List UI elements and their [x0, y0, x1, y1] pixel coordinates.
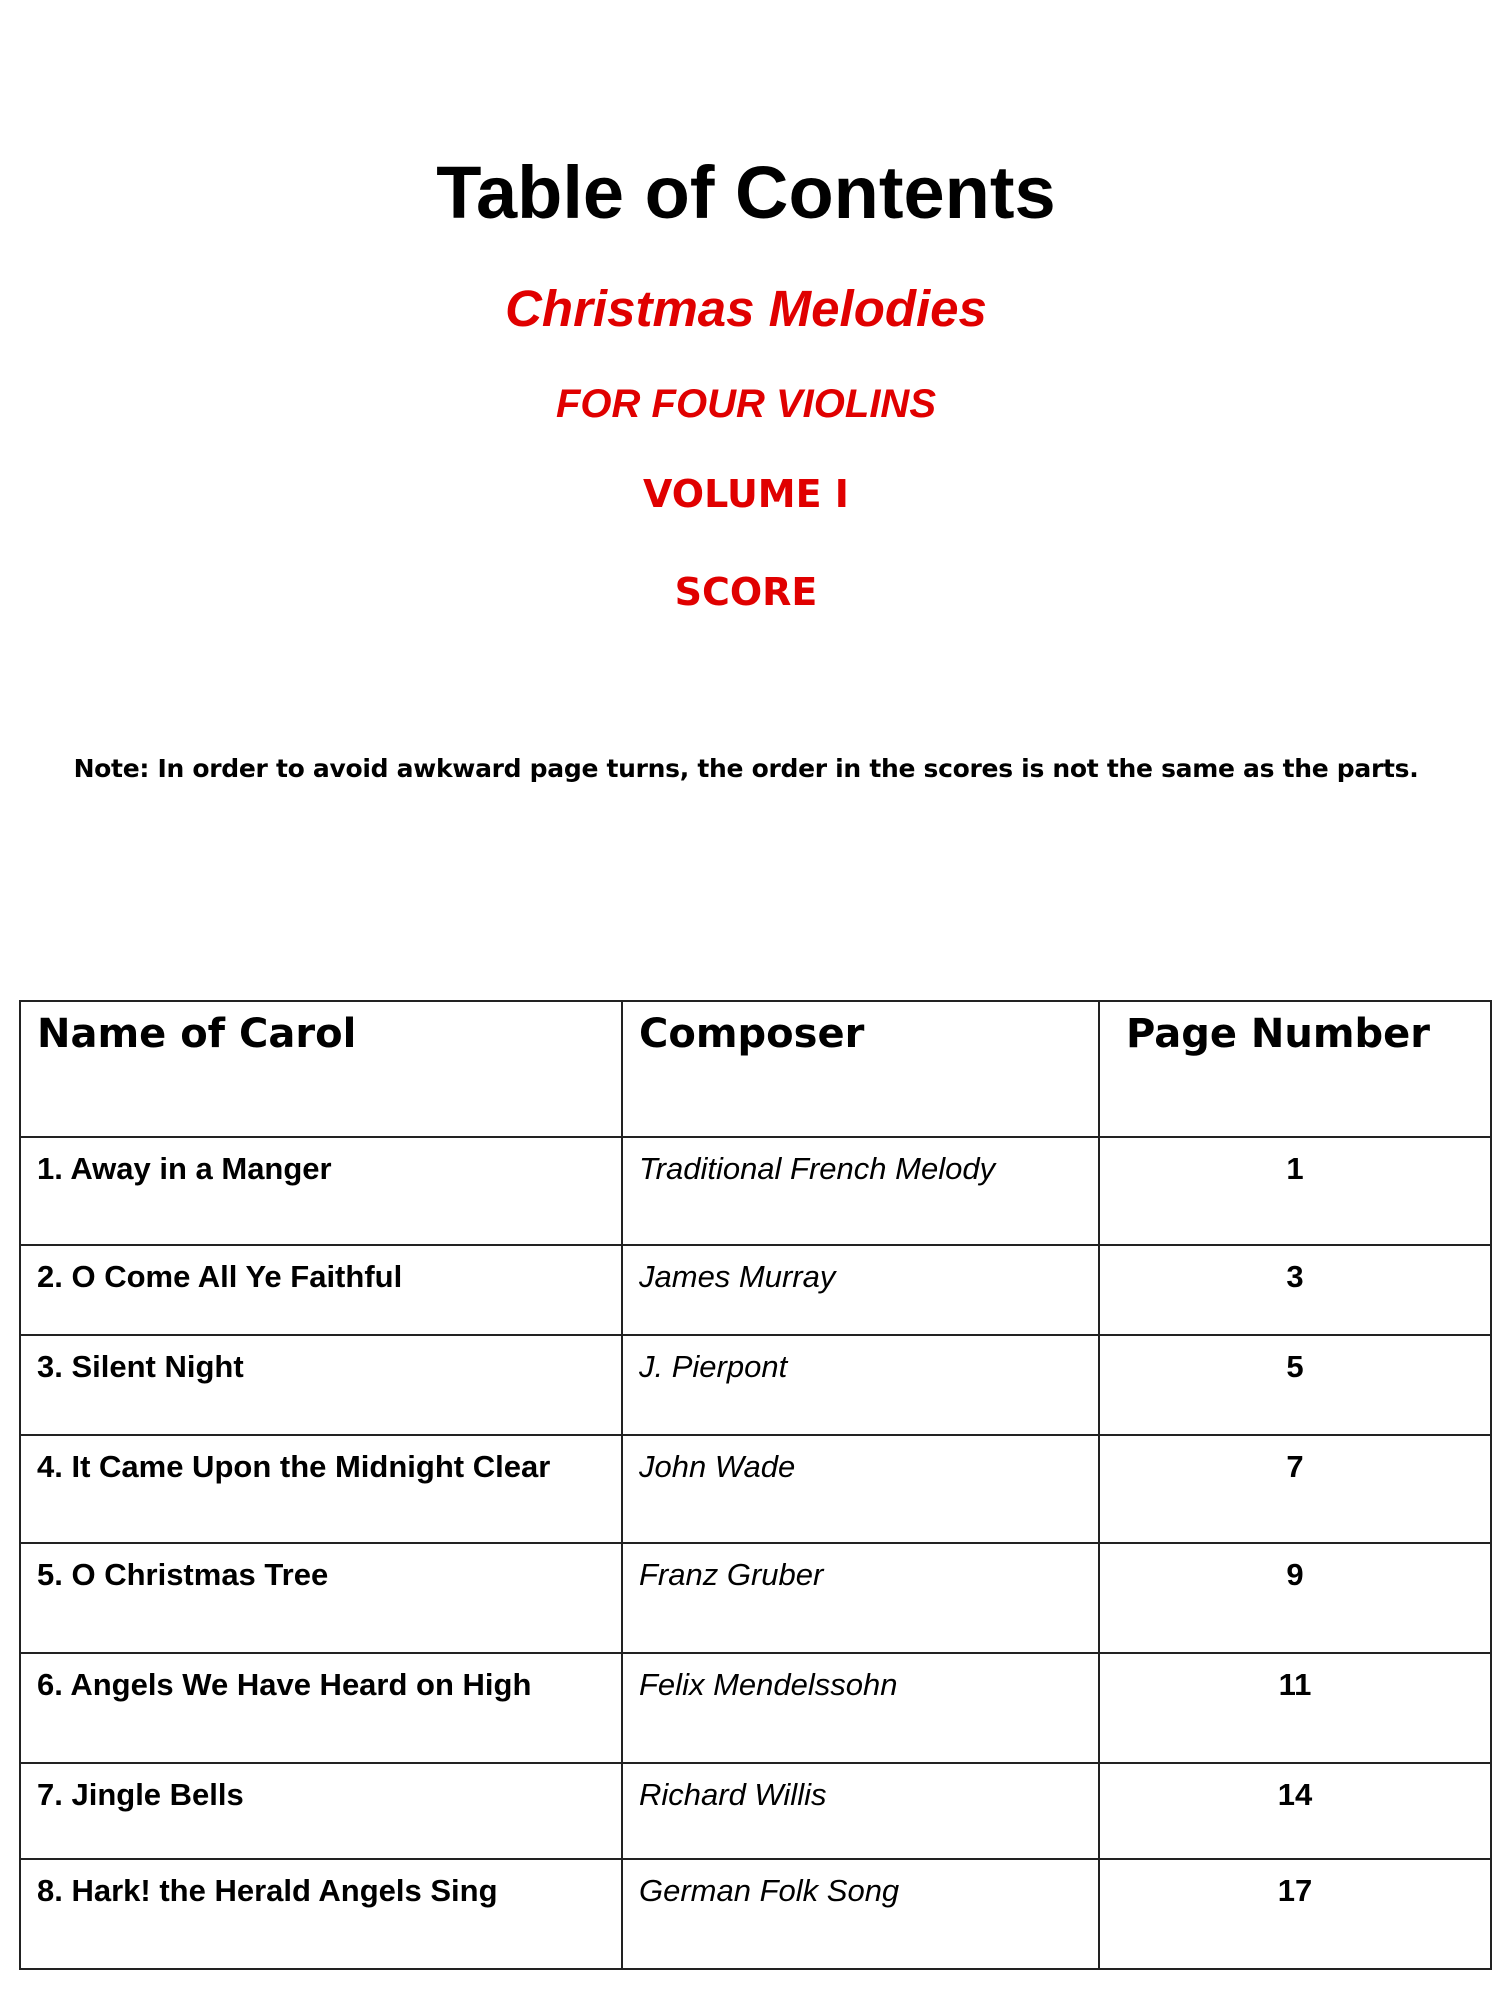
composer-name: James Murray	[622, 1245, 1099, 1335]
order-note: Note: In order to avoid awkward page turns, the order in the scores is not the same as the parts.	[73, 754, 1419, 783]
carol-name: 3. Silent Night	[20, 1335, 622, 1435]
composer-name: Franz Gruber	[622, 1543, 1099, 1653]
header-carol: Name of Carol	[20, 1001, 622, 1137]
composer-name: Felix Mendelssohn	[622, 1653, 1099, 1763]
table-row	[20, 1335, 1491, 1435]
carol-name: 2. O Come All Ye Faithful	[20, 1245, 622, 1335]
table-row	[20, 1137, 1491, 1245]
carol-name: 6. Angels We Have Heard on High	[20, 1653, 622, 1763]
page-number: 1	[1099, 1137, 1491, 1245]
table-row	[20, 1859, 1491, 1969]
composer-name: German Folk Song	[622, 1859, 1099, 1969]
carol-name: 1. Away in a Manger	[20, 1137, 622, 1245]
table-row	[20, 1543, 1491, 1653]
page-number: 11	[1099, 1653, 1491, 1763]
page-number: 3	[1099, 1245, 1491, 1335]
page-title: Table of Contents	[436, 151, 1056, 234]
edition-label: SCORE	[674, 570, 818, 614]
carol-name: 7. Jingle Bells	[20, 1763, 622, 1859]
page-number: 5	[1099, 1335, 1491, 1435]
book-subtitle: Christmas Melodies	[505, 280, 987, 337]
page-number: 7	[1099, 1435, 1491, 1543]
instrumentation-label: FOR FOUR VIOLINS	[556, 382, 936, 426]
composer-name: Traditional French Melody	[622, 1137, 1099, 1245]
composer-name: Richard Willis	[622, 1763, 1099, 1859]
carol-name: 8. Hark! the Herald Angels Sing	[20, 1859, 622, 1969]
composer-name: John Wade	[622, 1435, 1099, 1543]
page-number: 14	[1099, 1763, 1491, 1859]
carol-name: 5. O Christmas Tree	[20, 1543, 622, 1653]
table-row	[20, 1435, 1491, 1543]
table-row	[20, 1763, 1491, 1859]
header-composer: Composer	[622, 1001, 1099, 1137]
page-number: 17	[1099, 1859, 1491, 1969]
composer-name: J. Pierpont	[622, 1335, 1099, 1435]
table-row	[20, 1653, 1491, 1763]
page-number: 9	[1099, 1543, 1491, 1653]
volume-label: VOLUME I	[643, 472, 849, 516]
table-header-row	[20, 1001, 1491, 1137]
header-page-number: Page Number	[1099, 1001, 1491, 1137]
table-row	[20, 1245, 1491, 1335]
carol-name: 4. It Came Upon the Midnight Clear	[20, 1435, 622, 1543]
contents-table	[19, 1000, 1492, 1970]
